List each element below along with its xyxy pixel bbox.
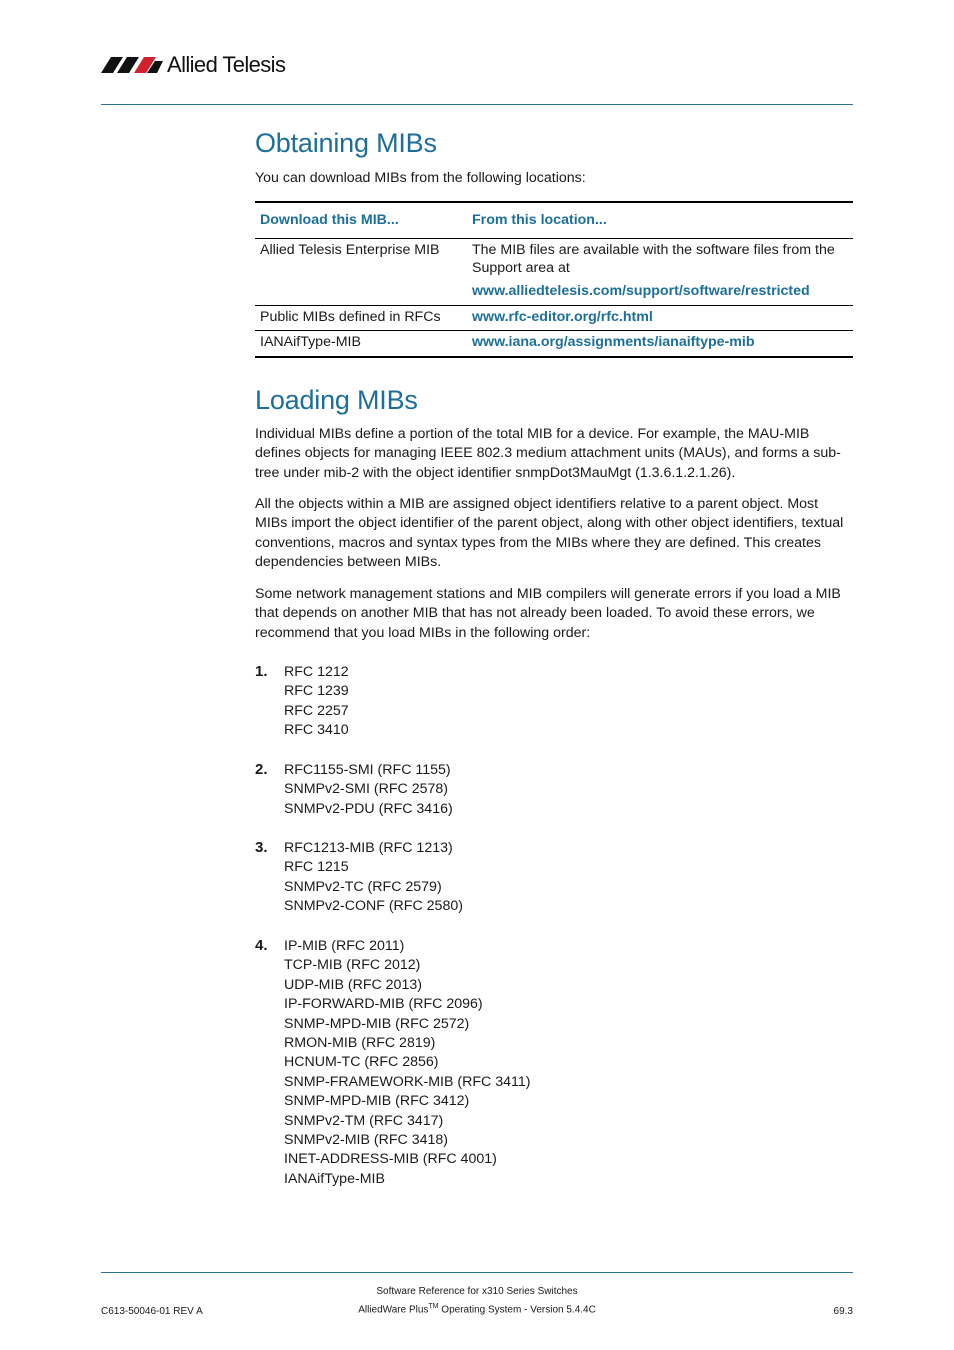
table-header-row [255, 202, 853, 239]
mib-entry: SNMPv2-MIB (RFC 3418) [284, 1132, 448, 1149]
location-cell [467, 239, 853, 306]
mib-entry: RFC 1239 [284, 683, 349, 700]
table-row [255, 331, 853, 357]
footer-version: Operating System - Version 5.4.4C [438, 1304, 596, 1316]
mib-entry: RFC 2257 [284, 702, 349, 719]
section-title: Obtaining MIBs [255, 128, 437, 158]
mib-entry: SNMP-FRAMEWORK-MIB (RFC 3411) [284, 1073, 531, 1090]
mib-entry: IP-FORWARD-MIB (RFC 2096) [284, 996, 483, 1013]
step-mib-list [284, 761, 453, 819]
mib-name-cell: Public MIBs defined in RFCs [260, 308, 441, 325]
paragraph: Individual MIBs define a portion of the total MIB for a device. For example, the MAU-MIB defines objects for managing IEEE 802.3 medium attachment units (MAUs), and forms a sub-tree under mib-2 with the object identifier snmpDot3MauMgt (1.3.6.1.2.1.26). [255, 426, 841, 481]
allied-telesis-logo [101, 52, 285, 78]
mib-locations-table [255, 201, 853, 358]
mib-entry: RFC 1212 [284, 664, 349, 680]
section-intro: You can download MIBs from the following locations: [255, 170, 586, 186]
mib-entry: RFC1155-SMI (RFC 1155) [284, 762, 451, 778]
footer-page-number: 69.3 [833, 1306, 853, 1317]
mib-entry: RMON-MIB (RFC 2819) [284, 1035, 436, 1052]
mib-entry: SNMPv2-TM (RFC 3417) [284, 1112, 444, 1129]
mib-entry: RFC1213-MIB (RFC 1213) [284, 840, 453, 856]
mib-name-cell: IANAifType-MIB [260, 334, 361, 350]
step-mib-list [284, 839, 463, 917]
mib-entry: TCP-MIB (RFC 2012) [284, 957, 421, 974]
table-row [255, 305, 853, 331]
mib-name-cell: Allied Telesis Enterprise MIB [260, 242, 440, 258]
logo-text: Allied Telesis [167, 52, 286, 77]
step-mib-list [284, 663, 349, 741]
support-link[interactable]: www.alliedtelesis.com/support/software/restricted [472, 283, 810, 299]
mib-entry: SNMPv2-CONF (RFC 2580) [284, 898, 463, 915]
mib-entry: SNMPv2-TC (RFC 2579) [284, 878, 442, 895]
footer-title: Software Reference for x310 Series Switches [376, 1286, 578, 1297]
table-row [255, 239, 853, 306]
step-number: 2. [255, 761, 268, 778]
rfc-editor-link[interactable]: www.rfc-editor.org/rfc.html [472, 308, 653, 325]
iana-link[interactable]: www.iana.org/assignments/ianaiftype-mib [472, 334, 755, 350]
mib-entry: IP-MIB (RFC 2011) [284, 938, 405, 954]
step-number: 4. [255, 937, 268, 954]
footer-product: AlliedWare Plus [358, 1304, 429, 1316]
mib-entry: IANAifType-MIB [284, 1170, 385, 1187]
mib-entry: SNMPv2-PDU (RFC 3416) [284, 800, 453, 817]
section-obtaining-mibs [255, 127, 853, 159]
mib-entry: SNMP-MPD-MIB (RFC 2572) [284, 1015, 470, 1032]
footer-os-version [0, 1303, 954, 1315]
step-mib-list [284, 937, 530, 1189]
location-cell [467, 305, 853, 331]
mib-entry: RFC 1215 [284, 859, 349, 876]
paragraph: All the objects within a MIB are assigned object identifiers relative to a parent object. Most MIBs import the object identifier of the parent object, along with other object identifiers, textual conventions, macros and syntax types from the MIBs where they are defined. This creates dependencies between MIBs. [255, 496, 844, 571]
logo-mark-icon [101, 55, 163, 75]
footer-rule [101, 1272, 853, 1273]
location-text: The MIB files are available with the software files from the Support area at [472, 242, 835, 276]
mib-entry: SNMP-MPD-MIB (RFC 3412) [284, 1093, 470, 1110]
section-loading-mibs [255, 384, 853, 416]
location-cell [467, 331, 853, 357]
paragraph: Some network management stations and MIB compilers will generate errors if you load a MIB that depends on another MIB that has not already been loaded. To avoid these errors, we recommend that you load MIBs in the following order: [255, 586, 841, 641]
mib-entry: RFC 3410 [284, 722, 349, 739]
header-rule [101, 104, 853, 105]
step-number: 1. [255, 663, 268, 680]
section-title: Loading MIBs [255, 385, 418, 415]
column-header-location: From this location... [472, 212, 607, 228]
mib-entry: UDP-MIB (RFC 2013) [284, 976, 422, 993]
footer-doc-id: C613-50046-01 REV A [101, 1306, 203, 1317]
footer-trademark: TM [428, 1303, 439, 1310]
mib-entry: INET-ADDRESS-MIB (RFC 4001) [284, 1151, 497, 1168]
step-number: 3. [255, 839, 268, 856]
mib-entry: HCNUM-TC (RFC 2856) [284, 1054, 439, 1071]
mib-entry: SNMPv2-SMI (RFC 2578) [284, 781, 448, 798]
column-header-mib: Download this MIB... [260, 212, 399, 228]
